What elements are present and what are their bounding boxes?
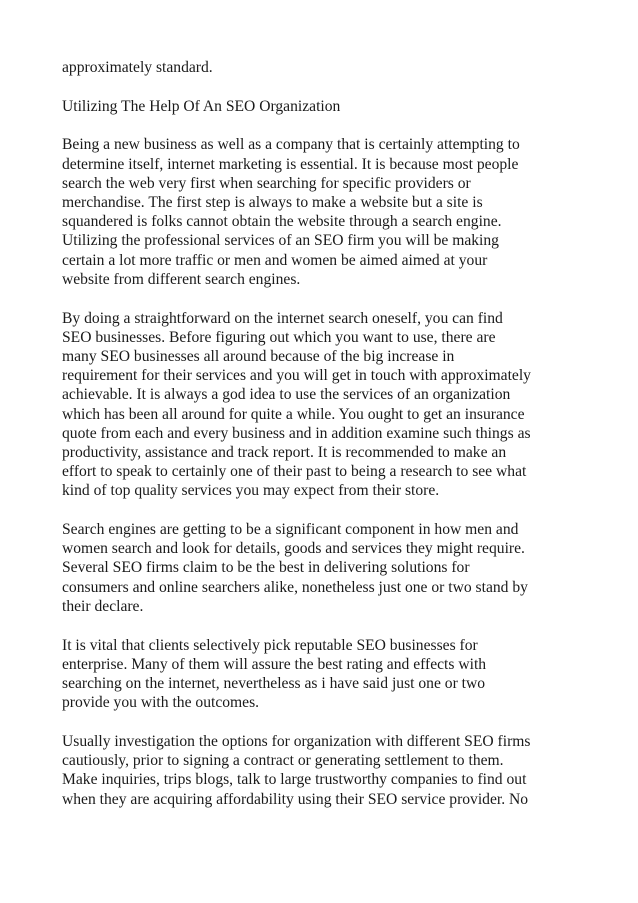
text-line: Being a new business as well as a company that is certainly attempting to <box>62 136 520 154</box>
paragraph-continuation <box>62 58 582 77</box>
text-line: Several SEO firms claim to be the best in delivering solutions for <box>62 559 470 577</box>
text-line: squandered is folks cannot obtain the website through a search engine. <box>62 213 502 231</box>
text-line: Make inquiries, trips blogs, talk to large trustworthy companies to find out <box>62 771 527 789</box>
text-line: search the web very first when searching for specific providers or <box>62 174 471 192</box>
text-line: consumers and online searchers alike, nonetheless just one or two stand by <box>62 578 528 596</box>
text-line: It is vital that clients selectively pick reputable SEO businesses for <box>62 636 478 654</box>
text-line: website from different search engines. <box>62 270 301 288</box>
text-line: many SEO businesses all around because of the big increase in <box>62 347 455 365</box>
text-line: approximately standard. <box>62 59 213 76</box>
text-line: Search engines are getting to be a significant component in how men and <box>62 521 519 539</box>
text-line: enterprise. Many of them will assure the best rating and effects with <box>62 655 487 673</box>
text-line: their declare. <box>62 597 144 615</box>
paragraph-investigation <box>62 732 582 809</box>
text-line: achievable. It is always a god idea to use the services of an organization <box>62 386 511 404</box>
paragraph-search-oneself <box>62 309 582 501</box>
text-line: certain a lot more traffic or men and women be aimed aimed at your <box>62 251 488 269</box>
text-line: determine itself, internet marketing is essential. It is because most people <box>62 155 519 173</box>
paragraph-new-business <box>62 135 582 289</box>
text-line: cautiously, prior to signing a contract or generating settlement to them. <box>62 752 504 770</box>
paragraph-reputable-businesses <box>62 636 582 713</box>
section-heading <box>62 97 582 116</box>
text-line: requirement for their services and you will get in touch with approximately <box>62 367 531 385</box>
text-line: SEO businesses. Before figuring out which you want to use, there are <box>62 328 496 346</box>
text-line: searching on the internet, nevertheless as i have said just one or two <box>62 674 486 692</box>
text-line: which has been all around for quite a while. You ought to get an insurance <box>62 405 525 423</box>
text-line: Utilizing the professional services of an SEO firm you will be making <box>62 232 499 250</box>
document-page <box>62 58 582 828</box>
text-line: when they are acquiring affordability using their SEO service provider. No <box>62 790 529 808</box>
text-line: provide you with the outcomes. <box>62 694 260 712</box>
paragraph-search-engines <box>62 520 582 616</box>
text-line: By doing a straightforward on the internet search oneself, you can find <box>62 309 503 327</box>
text-line: quote from each and every business and in addition examine such things as <box>62 424 531 442</box>
text-line: Usually investigation the options for organization with different SEO firms <box>62 732 531 750</box>
text-line: merchandise. The first step is always to make a website but a site is <box>62 194 483 212</box>
text-line: Utilizing The Help Of An SEO Organization <box>62 97 341 115</box>
text-line: women search and look for details, goods and services they might require. <box>62 540 525 558</box>
text-line: productivity, assistance and track report. It is recommended to make an <box>62 443 507 461</box>
text-line: kind of top quality services you may expect from their store. <box>62 482 440 500</box>
text-line: effort to speak to certainly one of their past to being a research to see what <box>62 463 527 481</box>
